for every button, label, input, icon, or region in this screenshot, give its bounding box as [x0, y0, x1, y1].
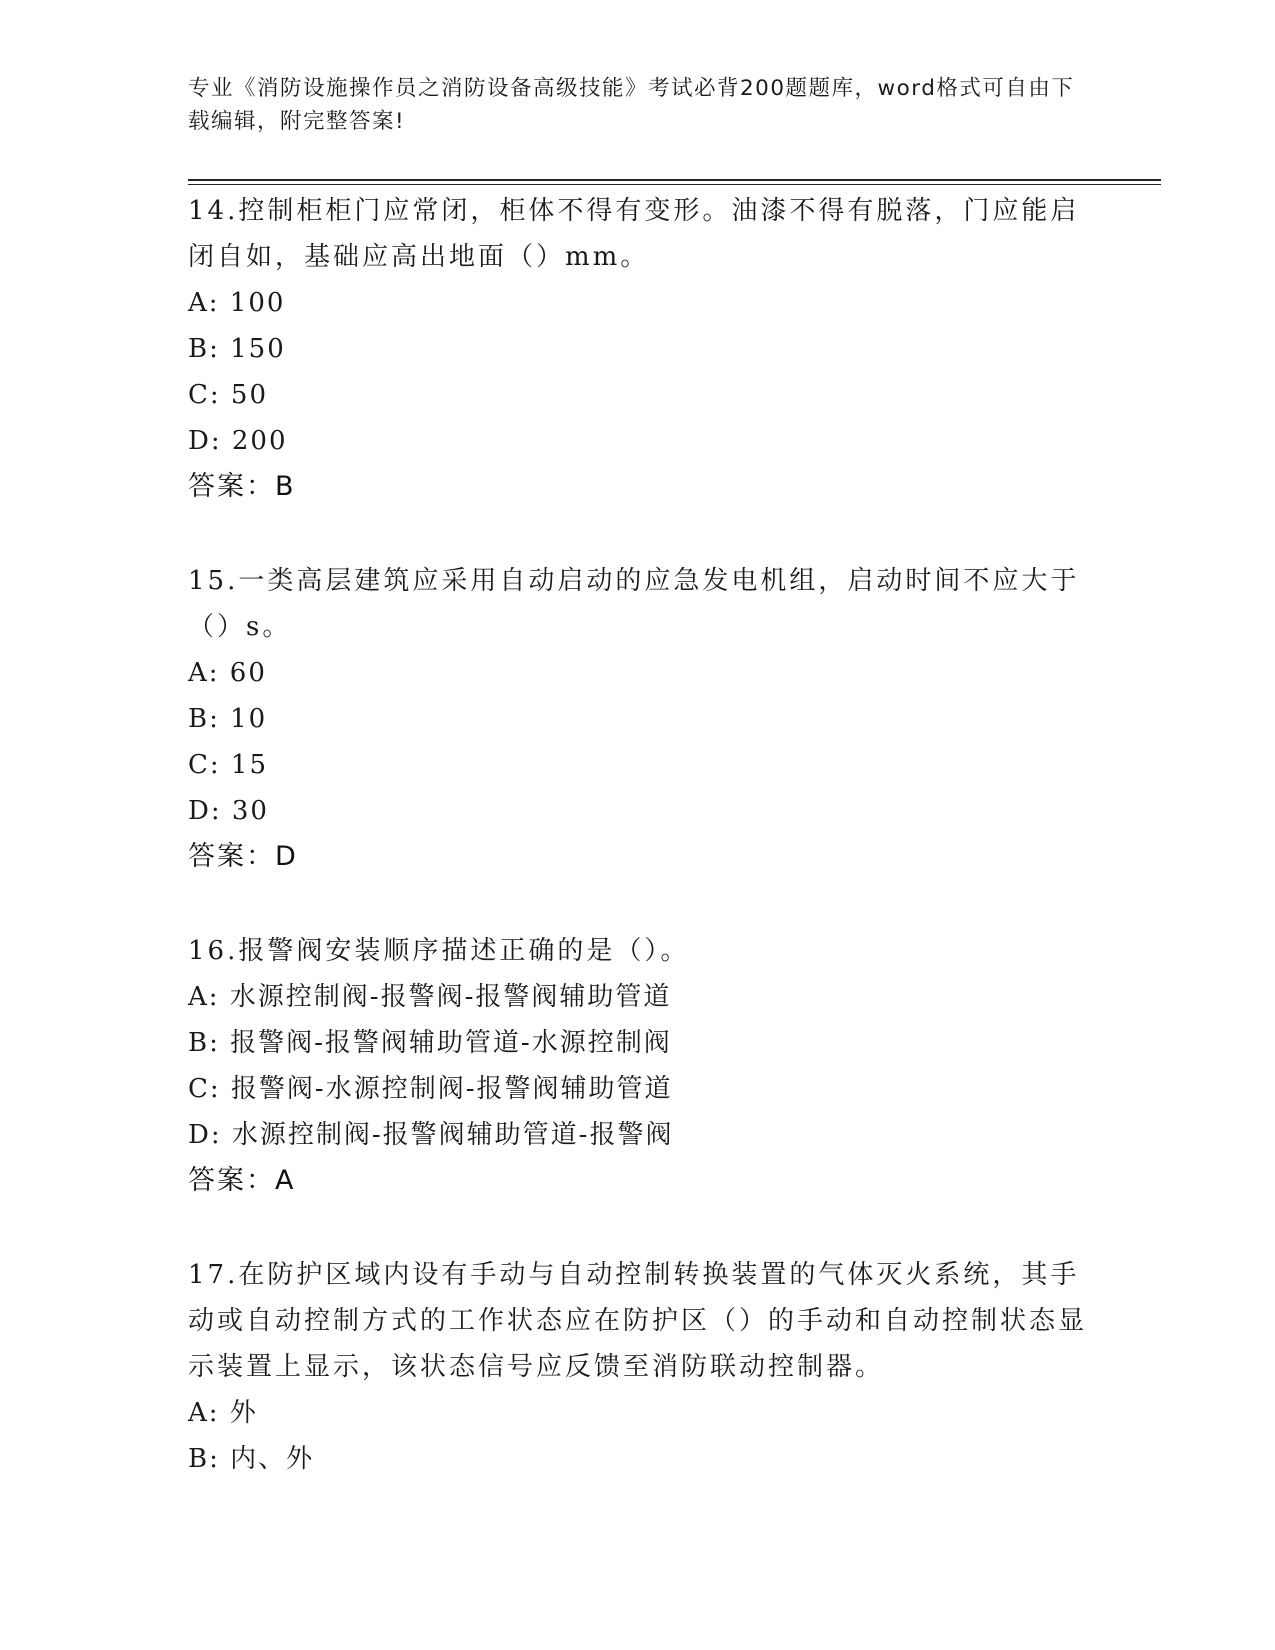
option-a: A: 60 — [188, 658, 267, 688]
question-list — [188, 188, 1088, 1530]
option-d: D: 200 — [188, 426, 288, 456]
question-15 — [188, 558, 1088, 880]
option-b: B: 10 — [188, 704, 268, 734]
document-header — [188, 72, 1088, 138]
answer-label: 答案：D — [188, 841, 298, 872]
question-17 — [188, 1252, 1088, 1482]
question-stem: 15.一类高层建筑应采用自动启动的应急发电机组，启动时间不应大于（）s。 — [188, 566, 1080, 642]
option-d: D: 30 — [188, 796, 269, 826]
answer-label: 答案：B — [188, 471, 296, 502]
question-16 — [188, 928, 1088, 1204]
question-stem: 14.控制柜柜门应常闭，柜体不得有变形。油漆不得有脱落，门应能启闭自如，基础应高出地面（）mm。 — [188, 196, 1080, 272]
question-stem: 17.在防护区域内设有手动与自动控制转换装置的气体灭火系统，其手动或自动控制方式的工作状态应在防护区（）的手动和自动控制状态显示装置上显示，该状态信号应反馈至消防联动控制器。 — [188, 1260, 1088, 1382]
option-d: D: 水源控制阀-报警阀辅助管道-报警阀 — [188, 1120, 674, 1150]
option-c: C: 15 — [188, 750, 269, 780]
option-a: A: 100 — [188, 288, 286, 318]
question-stem: 16.报警阀安装顺序描述正确的是（）。 — [188, 936, 690, 966]
header-text: 专业《消防设施操作员之消防设备高级技能》考试必背200题题库，word格式可自由下载编辑，附完整答案! — [188, 76, 1075, 134]
question-14 — [188, 188, 1088, 510]
option-a: A: 外 — [188, 1398, 258, 1428]
option-b: B: 报警阀-报警阀辅助管道-水源控制阀 — [188, 1028, 672, 1058]
option-c: C: 报警阀-水源控制阀-报警阀辅助管道 — [188, 1074, 673, 1104]
header-divider — [188, 179, 1161, 185]
option-c: C: 50 — [188, 380, 269, 410]
option-a: A: 水源控制阀-报警阀-报警阀辅助管道 — [188, 982, 672, 1012]
answer-label: 答案：A — [188, 1165, 296, 1196]
option-b: B: 内、外 — [188, 1444, 315, 1474]
option-b: B: 150 — [188, 334, 286, 364]
